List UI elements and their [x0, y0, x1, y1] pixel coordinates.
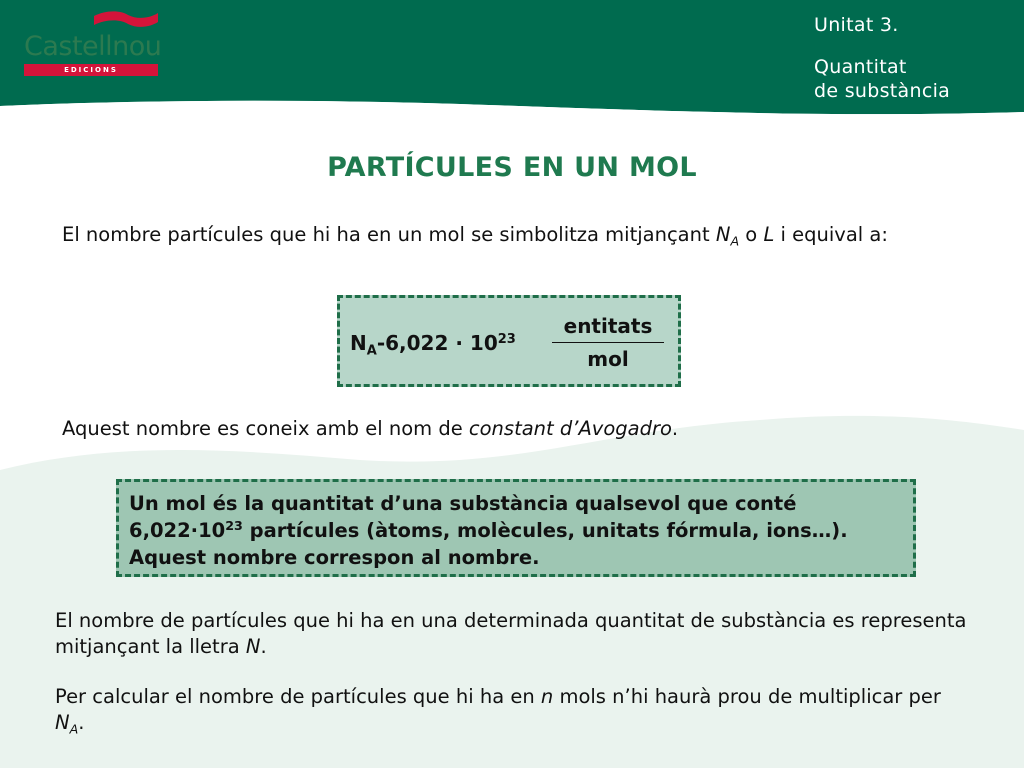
- na-symbol-final: [55, 711, 79, 737]
- para1-text-before: El nombre partícules que hi ha en un mol se simbolitza mitjançant: [62, 223, 716, 246]
- para2-text-before: Aquest nombre es coneix amb el nom de: [62, 417, 469, 440]
- formula-symbol-sub: A: [366, 343, 377, 359]
- avogadro-formula-box: [337, 295, 681, 387]
- para1-text-after: i equival a:: [774, 223, 888, 246]
- header-topic-line2: de substància: [814, 80, 951, 102]
- na-symbol-sub: A: [730, 233, 740, 249]
- header-unit-label: Unitat 3.: [814, 14, 899, 36]
- na-final-main: N: [55, 711, 70, 734]
- formula-value: -6,022 · 10: [376, 331, 498, 355]
- page-title: PARTÍCULES EN UN MOL: [327, 152, 697, 183]
- formula-expression: [350, 331, 516, 359]
- l-symbol: L: [763, 223, 775, 246]
- na-symbol: [715, 223, 740, 249]
- definition-text-before: Un mol és la quantitat d’una substància qualsevol que conté 6,022·10: [129, 492, 797, 542]
- na-symbol-main: N: [715, 223, 731, 246]
- particles-symbol-paragraph: [55, 608, 975, 660]
- para4-text-mid: mols n’hi haurà prou de multiplicar per: [553, 685, 941, 708]
- fraction-numerator: entitats: [552, 314, 664, 343]
- avogadro-paragraph: [62, 416, 962, 442]
- na-final-sub: A: [69, 721, 79, 737]
- mole-definition-box: [116, 479, 916, 577]
- formula-fraction: [552, 314, 664, 371]
- intro-paragraph: [62, 222, 962, 248]
- header-topic-line1: Quantitat: [814, 56, 907, 78]
- para4-text-after: .: [78, 711, 85, 734]
- formula-symbol-main: N: [350, 331, 367, 355]
- fraction-denominator: mol: [587, 347, 629, 371]
- logo-flag-icon: [92, 10, 160, 32]
- header-topic-label: [814, 55, 950, 103]
- n-symbol: N: [245, 635, 261, 658]
- definition-exponent: 23: [225, 518, 243, 534]
- para3-text-before: El nombre de partícules que hi ha en una determinada quantitat de substància es representa mitjançant la lletra: [55, 609, 967, 658]
- n-moles-variable: n: [540, 685, 554, 708]
- logo-tagline: EDICIONS: [24, 64, 158, 76]
- calculation-paragraph: [55, 684, 975, 736]
- castellnou-logo: [22, 10, 162, 80]
- para2-text-after: .: [671, 417, 679, 440]
- para4-text-before: Per calcular el nombre de partícules que hi ha en: [55, 685, 541, 708]
- avogadro-term: constant d’Avogadro: [468, 417, 672, 440]
- logo-wordmark: Castellnou: [24, 31, 162, 62]
- para3-text-after: .: [260, 635, 267, 658]
- formula-exponent: 23: [497, 331, 516, 347]
- para1-text-mid: o: [739, 223, 764, 246]
- definition-text-after: partícules (àtoms, molècules, unitats fórmula, ions…). Aquest nombre correspon al nombre.: [129, 519, 848, 569]
